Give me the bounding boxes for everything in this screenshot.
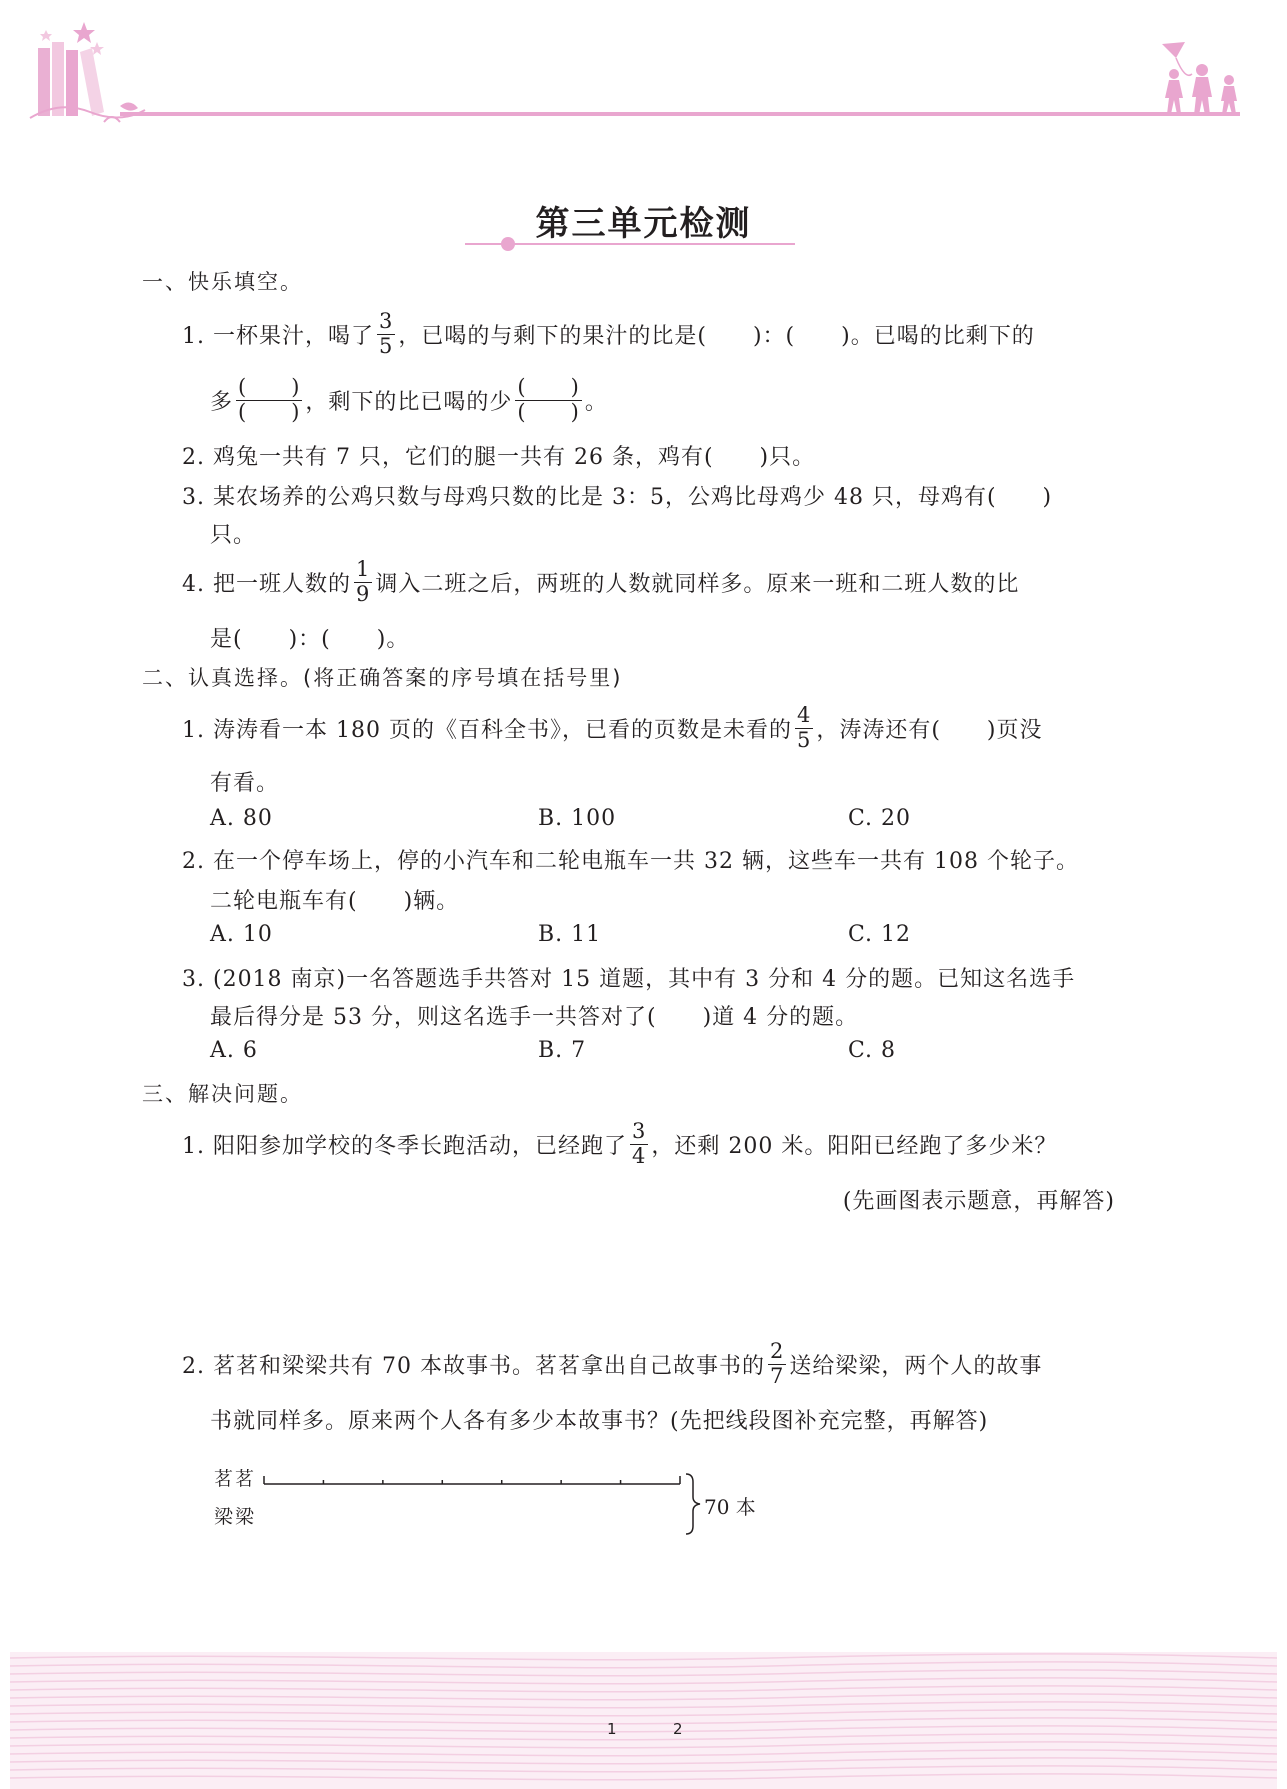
footer-wave-band — [10, 1652, 1277, 1789]
s2-q1-option-a[interactable]: A. 80 — [210, 806, 273, 831]
s2-q2-option-a[interactable]: A. 10 — [210, 922, 273, 947]
section-heading-problems: 三、解决问题。 — [142, 1082, 303, 1106]
title-underline-ornament — [465, 236, 795, 252]
s2-question-1-line1: 1. 涛涛看一本 180 页的《百科全书》，已看的页数是未看的 $\frac{4}{5}$ ，涛涛还有( )页没 — [182, 703, 1043, 752]
fraction-1-9: $\frac{1}{9}$ — [355, 557, 371, 606]
s2-q3-option-b[interactable]: B. 7 — [538, 1038, 587, 1063]
page-title: 第三单元检测 — [535, 204, 752, 244]
s2-q3-option-a[interactable]: A. 6 — [210, 1038, 258, 1063]
fraction-4-5: $\frac{4}{5}$ — [796, 703, 812, 752]
s2-question-3-line1: 3. (2018 南京)一名答题选手共答对 15 道题，其中有 3 分和 4 分的题。已知这名选手 — [182, 967, 1076, 992]
s2-q1-option-b[interactable]: B. 100 — [538, 806, 617, 831]
fraction-3-4: $\frac{3}{4}$ — [632, 1119, 647, 1168]
s1-question-4-line1: 4. 把一班人数的 $\frac{1}{9}$ 调入二班之后，两班的人数就同样多。原来一班和二班人数的比 — [182, 557, 1020, 606]
fraction-blank-2[interactable]: $\frac{( )}{( )}$ — [517, 375, 580, 424]
s3-question-2-line2: 书就同样多。原来两个人各有多少本故事书？(先把线段图补充完整，再解答) — [210, 1409, 989, 1434]
s1-question-1-line1: 1. 一杯果汁，喝了 $\frac{3}{5}$ ，已喝的与剩下的果汁的比是( )：( )。已喝的比剩下的 — [182, 309, 1035, 358]
diagram-label-mingming: 茗茗 — [214, 1468, 257, 1490]
s3-question-1: 1. 阳阳参加学校的冬季长跑活动，已经跑了 $\frac{3}{4}$ ，还剩 200 米。阳阳已经跑了多少米？ — [182, 1119, 1058, 1168]
s2-q3-option-c[interactable]: C. 8 — [848, 1038, 897, 1063]
s2-q2-option-c[interactable]: C. 12 — [848, 922, 912, 947]
page-number-right: 2 — [673, 1720, 683, 1738]
s2-question-1-line2: 有看。 — [210, 771, 280, 796]
mingming-segment — [264, 1476, 680, 1484]
kite-children-silhouette-icon — [1162, 42, 1237, 115]
total-brace — [686, 1474, 700, 1534]
s2-q2-option-b[interactable]: B. 11 — [538, 922, 602, 947]
s2-question-2-line1: 2. 在一个停车场上，停的小汽车和二轮电瓶车一共 32 辆，这些车一共有 108 个轮子。 — [182, 849, 1079, 874]
section-heading-fill-blank: 一、快乐填空。 — [142, 270, 303, 294]
s2-question-2-line2: 二轮电瓶车有( )辆。 — [210, 889, 460, 914]
page-number-left: 1 — [607, 1720, 617, 1738]
books-star-logo-icon — [30, 22, 145, 122]
s1-question-3-line1: 3. 某农场养的公鸡只数与母鸡只数的比是 3：5，公鸡比母鸡少 48 只，母鸡有( ) — [182, 485, 1053, 510]
s2-question-3-line2: 最后得分是 53 分，则这名选手一共答对了( )道 4 分的题。 — [210, 1005, 859, 1030]
diagram-label-liangliang: 梁梁 — [214, 1506, 257, 1528]
s1-question-1-line2: 多 $\frac{( )}{( )}$ ，剩下的比已喝的少 $\frac{( )}{( )}$ 。 — [210, 375, 608, 424]
fraction-2-7: $\frac{2}{7}$ — [769, 1339, 785, 1388]
fraction-blank-1[interactable]: $\frac{( )}{( )}$ — [238, 375, 301, 424]
s3-question-1-note: (先画图表示题意，再解答) — [842, 1189, 1115, 1214]
s1-question-3-line2: 只。 — [210, 523, 257, 548]
s1-question-2: 2. 鸡兔一共有 7 只，它们的腿一共有 26 条，鸡有( )只。 — [182, 445, 816, 470]
s1-question-4-line2: 是( )：( )。 — [210, 627, 410, 652]
header-decoration — [0, 0, 1287, 140]
s3-question-2-line1: 2. 茗茗和梁梁共有 70 本故事书。茗茗拿出自己故事书的 $\frac{2}{7}$ 送给梁梁，两个人的故事 — [182, 1339, 1043, 1388]
section-heading-choice: 二、认真选择。(将正确答案的序号填在括号里) — [142, 666, 623, 690]
segment-diagram — [262, 1470, 702, 1540]
fraction-3-5: $\frac{3}{5}$ — [378, 309, 394, 358]
diagram-total-label: 70 本 — [704, 1495, 756, 1519]
s2-q1-option-c[interactable]: C. 20 — [848, 806, 912, 831]
